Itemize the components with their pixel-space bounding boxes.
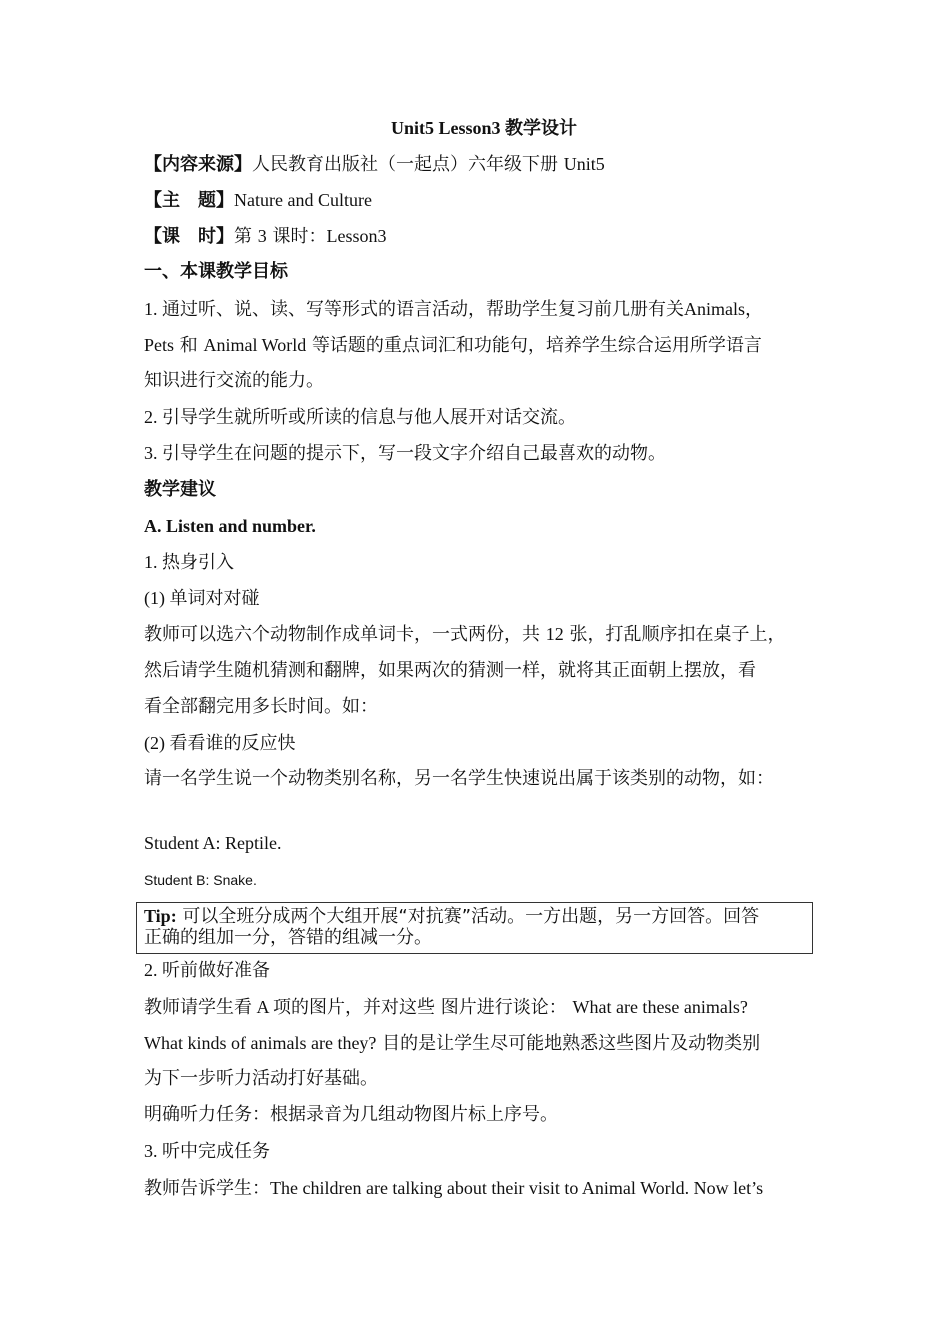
tip-text-quote: “对抗赛” [398, 906, 472, 927]
goal-1-text-a: 通过听、说、读、写等形式的语言活动，帮助学生复习前几册有关 [162, 299, 684, 320]
goal-3-text: 引导学生在问题的提示下，写一段文字介绍自己最喜欢的动物。 [162, 443, 666, 464]
goal-1-text-b: 等话题的重点词汇和功能句，培养学生综合运用所学语言 [311, 335, 762, 356]
paragraph-3-question-2: What kinds of animals are they? [144, 1033, 377, 1053]
topic-line [144, 188, 824, 213]
paragraph-3-line-3: 为下一步听力活动打好基础。 [144, 1068, 378, 1089]
paragraph-1-line-3: 看全部翻完用多长时间。如： [144, 696, 378, 717]
goal-2-number: 2. [144, 407, 162, 427]
paragraph-3-line-1 [144, 995, 824, 1020]
paragraph-1-number: 12 [545, 624, 564, 644]
content-source-line [144, 152, 824, 177]
document-title: Unit5 Lesson3 教学设计 [390, 118, 578, 138]
step-2-number: 2. [144, 960, 162, 980]
period-value-prefix: 第 [234, 226, 252, 247]
step-3-number: 3. [144, 1141, 162, 1161]
paragraph-3-item-a: A [252, 997, 274, 1017]
step-1 [144, 550, 824, 575]
part-a-heading: A. Listen and number. [144, 516, 316, 536]
tip-text-b: 活动。一方出题，另一方回答。回答 [471, 906, 760, 927]
sub-step-1-text: 单词对对碰 [169, 588, 260, 609]
period-label: 【课 时】 [144, 226, 234, 247]
tip-label: Tip: [144, 906, 177, 926]
topic-value: Nature and Culture [234, 190, 372, 210]
content-source-value: 人民教育出版社（一起点）六年级下册 [252, 154, 558, 175]
paragraph-3-text-b: 项的图片，并对这些 图片进行谈论： [273, 997, 567, 1018]
paragraph-3-line-2 [144, 1031, 824, 1056]
goal-1-line-2 [144, 333, 824, 358]
paragraph-4: 明确听力任务：根据录音为几组动物图片标上序号。 [144, 1104, 558, 1125]
paragraph-1-text-a: 教师可以选六个动物制作成单词卡，一式两份，共 [144, 624, 540, 645]
tip-text-a: 可以全班分成两个大组开展 [176, 906, 399, 927]
goal-3-number: 3. [144, 443, 162, 463]
step-3-text: 听中完成任务 [162, 1141, 270, 1162]
goal-1-text-animals: Animals [684, 299, 745, 319]
period-value-lesson: Lesson3 [326, 226, 387, 246]
paragraph-5-text-a: 教师告诉学生： [144, 1178, 270, 1199]
paragraph-3-text-c: 目的是让学生尽可能地熟悉这些图片及动物类别 [382, 1033, 761, 1054]
sub-step-2-text: 看看谁的反应快 [169, 733, 296, 754]
dialog-student-a: Student A: Reptile. [144, 833, 282, 853]
goal-1-text-and: 和 [179, 335, 198, 356]
paragraph-3-text-a: 教师请学生看 [144, 997, 252, 1018]
paragraph-5-text-b: The children are talking about their visit to Animal World. Now let’s [270, 1178, 764, 1198]
goal-1-line-1 [144, 297, 824, 322]
goal-1-line-3: 知识进行交流的能力。 [144, 370, 324, 391]
sub-step-2 [144, 731, 824, 756]
content-source-label: 【内容来源】 [144, 154, 252, 175]
step-1-number: 1. [144, 552, 162, 572]
step-3 [144, 1139, 824, 1164]
step-2-text: 听前做好准备 [162, 960, 270, 981]
period-value-suffix: 课时： [272, 226, 327, 247]
section-heading-goals: 一、本课教学目标 [144, 261, 288, 282]
content-source-unit: Unit5 [563, 154, 605, 174]
section-heading-suggestions: 教学建议 [144, 479, 216, 500]
dialog-student-b: Student B: Snake. [144, 872, 257, 888]
topic-label: 【主 题】 [144, 190, 234, 211]
goal-2-text: 引导学生就所听或所读的信息与他人展开对话交流。 [162, 407, 576, 428]
tip-box [136, 902, 813, 954]
step-1-text: 热身引入 [162, 552, 234, 573]
paragraph-2: 请一名学生说一个动物类别名称，另一名学生快速说出属于该类别的动物，如： [144, 768, 774, 789]
period-line [144, 224, 824, 249]
goal-3 [144, 441, 824, 466]
goal-2 [144, 405, 824, 430]
paragraph-1-line-2: 然后请学生随机猜测和翻牌，如果两次的猜测一样，就将其正面朝上摆放，看 [144, 660, 756, 681]
paragraph-1-line-1 [144, 622, 824, 647]
paragraph-3-question-1: What are these animals? [572, 997, 748, 1017]
goal-1-text-animal-world: Animal World [203, 335, 307, 355]
goal-1-text-comma: ， [745, 299, 763, 320]
period-value-number: 3 [257, 226, 267, 246]
paragraph-5 [144, 1176, 824, 1201]
sub-step-2-number: (2) [144, 733, 170, 753]
sub-step-1-number: (1) [144, 588, 170, 608]
sub-step-1 [144, 586, 824, 611]
goal-1-text-pets: Pets [144, 335, 175, 355]
paragraph-1-text-b: 张，打乱顺序扣在桌子上， [569, 624, 786, 645]
step-2 [144, 958, 824, 983]
goal-1-number: 1. [144, 299, 162, 319]
tip-line-2: 正确的组加一分，答错的组减一分。 [144, 927, 432, 948]
